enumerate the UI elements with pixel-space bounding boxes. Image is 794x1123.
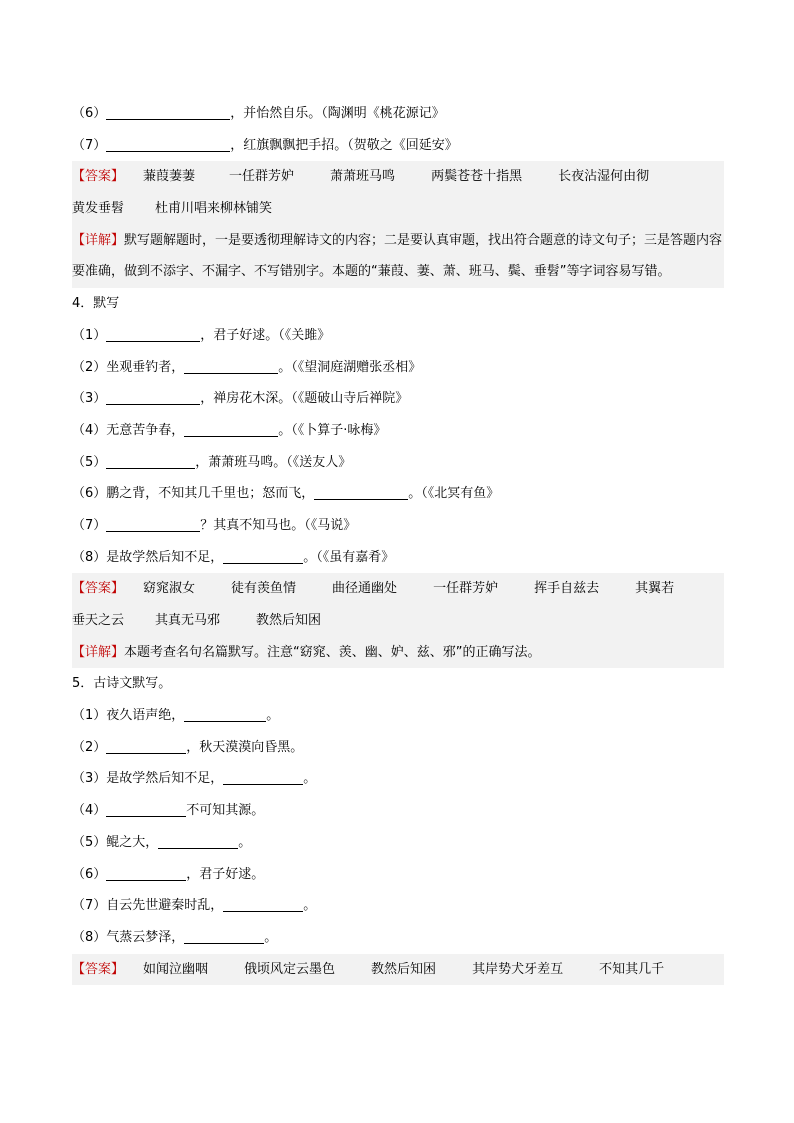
answer-item: 黄发垂髫 — [72, 201, 125, 217]
item-text: 鲲之大， — [106, 834, 159, 850]
item-text: ？其真不知马也。（《马说》 — [200, 517, 357, 533]
q5-item-5 — [72, 827, 724, 859]
q4-item-2 — [72, 352, 724, 384]
answer-blank[interactable] — [106, 327, 200, 342]
answer-item: 萧萧班马鸣 — [330, 169, 396, 185]
q5-item-4 — [72, 795, 724, 827]
answer-item: 一任群芳妒 — [433, 581, 499, 597]
detail-tag: 【详解】 — [72, 232, 125, 248]
q5-answer-block — [72, 954, 724, 986]
answer-item: 不知其几千 — [599, 961, 665, 977]
answer-blank[interactable] — [106, 454, 195, 469]
answer-item: 徒有羡鱼情 — [231, 581, 297, 597]
q4-answer-line-1 — [72, 573, 724, 605]
item-text: ，并怡然自乐。（陶渊明《桃花源记》 — [230, 106, 445, 121]
answer-blank[interactable] — [184, 359, 278, 374]
q4-item-8 — [72, 542, 724, 574]
item-text: 。（《卜算子·咏梅》 — [278, 422, 387, 438]
answer-item: 曲径通幽处 — [332, 581, 398, 597]
item-text: 气蒸云梦泽， — [106, 929, 185, 945]
detail-text: 默写题解题时，一是要透彻理解诗文的内容；二是要认真审题，找出符合题意的诗文句子；三是答题内容要准确，做到不添字、不漏字、不写错别字。本题的“蒹葭、萋、萧、班马、鬓、垂髫”等字词容易写错。 — [72, 232, 723, 280]
item-text: 。 — [266, 708, 280, 724]
item-number: （8） — [72, 929, 107, 945]
q4-item-7 — [72, 510, 724, 542]
q3-answer-line-2 — [72, 193, 724, 225]
item-text: 坐观垂钓者， — [106, 359, 185, 375]
item-number: （6） — [72, 486, 107, 502]
item-text: 。（《北冥有鱼》 — [408, 486, 500, 502]
item-text: ，君子好逑。 — [186, 866, 265, 882]
item-number: （3） — [72, 391, 107, 407]
q5-item-2 — [72, 732, 724, 764]
q5-answer-line-1 — [72, 954, 724, 986]
q3-answer-block — [72, 161, 724, 288]
item-text: 鹏之背，不知其几千里也；怒而飞， — [106, 486, 315, 502]
item-text: 无意苦争春， — [106, 422, 185, 438]
q4-detail — [72, 637, 724, 669]
item-text: 。 — [264, 929, 278, 945]
answer-item: 两鬓苍苍十指黑 — [431, 169, 523, 185]
answer-blank[interactable] — [158, 834, 238, 849]
q4-item-1 — [72, 320, 724, 352]
answer-blank[interactable] — [106, 105, 230, 120]
answer-blank[interactable] — [223, 897, 303, 912]
answer-blank[interactable] — [106, 517, 200, 532]
answer-blank[interactable] — [184, 707, 266, 722]
answer-item: 俄顷风定云墨色 — [244, 961, 336, 977]
item-number: （4） — [72, 803, 107, 819]
item-text: ，禅房花木深。（《题破山寺后禅院》 — [200, 391, 409, 407]
answer-blank[interactable] — [106, 137, 230, 152]
answer-tag: 【答案】 — [72, 581, 125, 597]
item-number: （6） — [72, 106, 107, 121]
item-number: （5） — [72, 834, 107, 850]
answer-item: 垂天之云 — [72, 613, 125, 629]
answer-item: 如闻泣幽咽 — [143, 961, 209, 977]
q3-item-6 — [72, 98, 724, 130]
answer-blank[interactable] — [106, 866, 186, 881]
item-number: （7） — [72, 898, 107, 914]
q4-item-3 — [72, 383, 724, 415]
detail-tag: 【详解】 — [72, 644, 125, 660]
item-text: 。（《望洞庭湖赠张丞相》 — [278, 359, 422, 375]
item-text: 是故学然后知不足， — [106, 771, 224, 787]
q3-detail — [72, 225, 724, 288]
answer-blank[interactable] — [184, 929, 264, 944]
answer-item: 杜甫川唱来柳林铺笑 — [155, 201, 273, 217]
item-text: ，秋天漠漠向昏黑。 — [186, 739, 304, 755]
answer-item: 窈窕淑女 — [143, 581, 196, 597]
q4-answer-line-2 — [72, 605, 724, 637]
detail-text: 本题考查名句名篇默写。注意“窈窕、羡、幽、妒、兹、邪”的正确写法。 — [124, 644, 541, 660]
q3-item-7 — [72, 130, 724, 162]
answer-blank[interactable] — [314, 485, 408, 500]
item-text: ，君子好逑。（《关雎》 — [200, 327, 331, 343]
item-text: 。 — [303, 898, 317, 914]
item-text: 。 — [303, 771, 317, 787]
item-number: （5） — [72, 454, 107, 470]
item-number: （1） — [72, 708, 107, 724]
answer-item: 挥手自兹去 — [534, 581, 600, 597]
q4-title: 4．默写 — [72, 296, 120, 312]
answer-item: 其翼若 — [635, 581, 675, 597]
q5-item-6 — [72, 859, 724, 891]
item-text: ，萧萧班马鸣。（《送友人》 — [195, 454, 352, 470]
item-text: 不可知其源。 — [186, 803, 265, 819]
answer-item: 教然后知困 — [256, 613, 322, 629]
answer-item: 蒹葭萋萋 — [143, 169, 196, 185]
item-number: （6） — [72, 866, 107, 882]
q5-title: 5．古诗文默写。 — [72, 676, 172, 692]
item-number: （4） — [72, 422, 107, 438]
q5-item-8 — [72, 922, 724, 954]
item-number: （2） — [72, 739, 107, 755]
item-number: （1） — [72, 327, 107, 343]
answer-item: 其真无马邪 — [155, 613, 221, 629]
answer-blank[interactable] — [106, 739, 186, 754]
q3-answer-line-1 — [72, 161, 724, 193]
item-number: （7） — [72, 137, 107, 153]
item-number: （2） — [72, 359, 107, 375]
q5-item-7 — [72, 890, 724, 922]
answer-item: 长夜沾湿何由彻 — [558, 169, 650, 185]
answer-blank[interactable] — [184, 422, 278, 437]
q5-item-3 — [72, 763, 724, 795]
item-text: 自云先世避秦时乱， — [106, 898, 224, 914]
answer-tag: 【答案】 — [72, 169, 125, 185]
item-number: （3） — [72, 771, 107, 787]
answer-tag: 【答案】 — [72, 961, 125, 977]
answer-blank[interactable] — [223, 770, 303, 785]
document-body — [72, 98, 724, 985]
q4-item-4 — [72, 415, 724, 447]
item-text: 。（《虽有嘉肴》 — [303, 549, 395, 565]
q5-item-1 — [72, 700, 724, 732]
answer-item: 一任群芳妒 — [229, 169, 295, 185]
item-text: 夜久语声绝， — [106, 708, 185, 724]
answer-blank[interactable] — [223, 549, 303, 564]
answer-item: 其岸势犬牙差互 — [472, 961, 564, 977]
item-text: ，红旗飘飘把手招。（贺敬之《回延安》 — [230, 137, 458, 153]
item-text: 是故学然后知不足， — [106, 549, 224, 565]
item-number: （7） — [72, 517, 107, 533]
answer-item: 教然后知困 — [371, 961, 437, 977]
item-text: 。 — [238, 834, 252, 850]
q4-item-5 — [72, 447, 724, 479]
answer-blank[interactable] — [106, 390, 200, 405]
answer-blank[interactable] — [106, 802, 186, 817]
q4-item-6 — [72, 478, 724, 510]
item-number: （8） — [72, 549, 107, 565]
q4-answer-block — [72, 573, 724, 668]
